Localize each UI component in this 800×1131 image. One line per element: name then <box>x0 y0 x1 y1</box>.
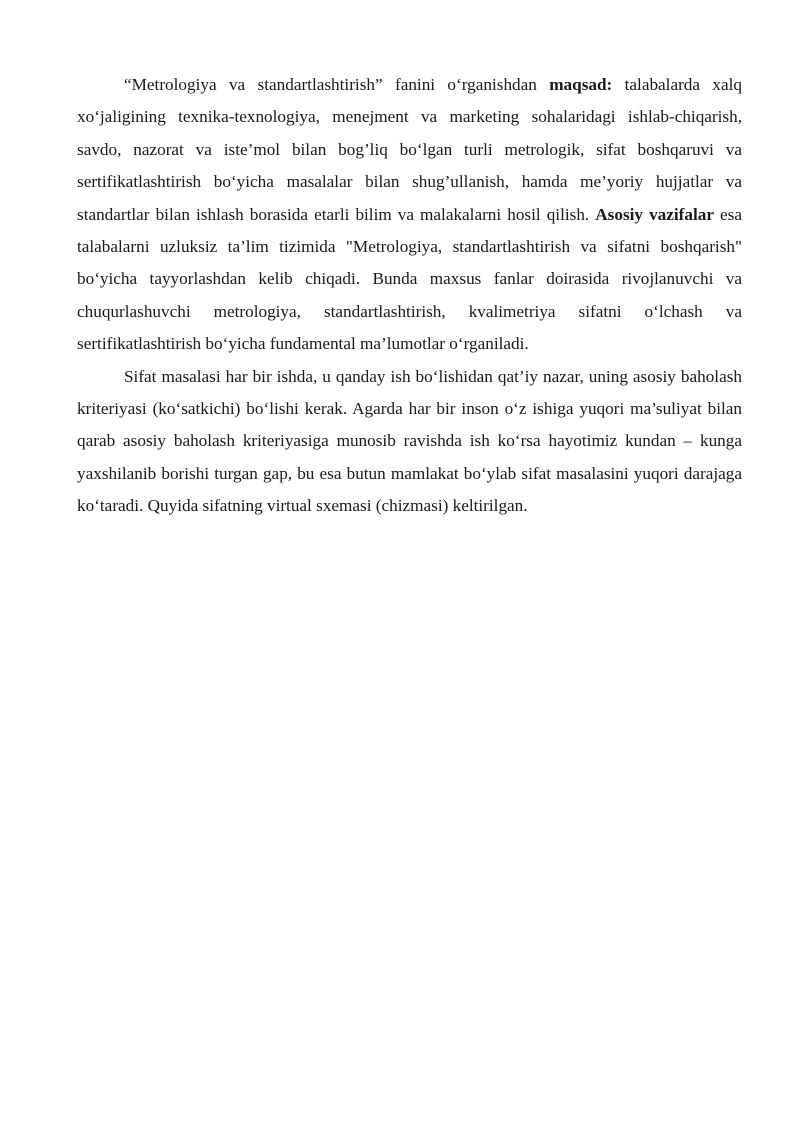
paragraph-goals <box>77 69 742 361</box>
paragraph-quality <box>77 361 742 523</box>
text-segment: esa talabalarni uzluksiz ta’lim tizimida "Metrologiya, standartlashtirish va sifatni boshqarish" bo‘yicha tayyorlashdan kelib chiqadi. Bunda maxsus fanlar doirasida rivojlanuvchi va chuqurlashuvchi metrologiya, standartlashtirish, kvalimetriya sifatni o‘lchash va sertifikatlashtirish bo‘yicha fundamental ma’lumotlar o‘rganiladi. <box>77 204 742 354</box>
document-body <box>77 69 742 523</box>
bold-term-maqsad: maqsad: <box>549 75 613 94</box>
bold-term-asosiy-vazifalar: Asosiy vazifalar <box>595 204 714 224</box>
text-segment: “Metrologiya va standartlashtirish” fanini o‘rganishdan <box>124 75 550 94</box>
text-segment: talabalarda xalq xo‘jaligining texnika-texnologiya, menejment va marketing sohalaridagi ishlab-chiqarish, savdo, nazorat va iste’mol bilan bog’liq bo‘lgan turli metrologik, sifat boshqaruvi va sertifikatlashtirish bo‘yicha masalalar bilan shug’ullanish, hamda me’yoriy hujjatlar va standartlar bilan ishlash borasida etarli bilim va malakalarni hosil qilish. <box>77 75 742 224</box>
text-segment: Sifat masalasi har bir ishda, u qanday ish bo‘lishidan qat’iy nazar, uning asosiy baholash kriteriyasi (ko‘satkichi) bo‘lishi kerak. Agarda har bir inson o‘z ishiga yuqori ma’suliyat bilan qarab asosiy baholash kriteriyasiga munosib ravishda ish ko‘rsa hayotimiz kundan – kunga yaxshilanib borishi turgan gap, bu esa butun mamlakat bo‘ylab sifat masalasini yuqori darajaga ko‘taradi. Quyida sifatning virtual sxemasi (chizmasi) keltirilgan. <box>77 366 742 516</box>
